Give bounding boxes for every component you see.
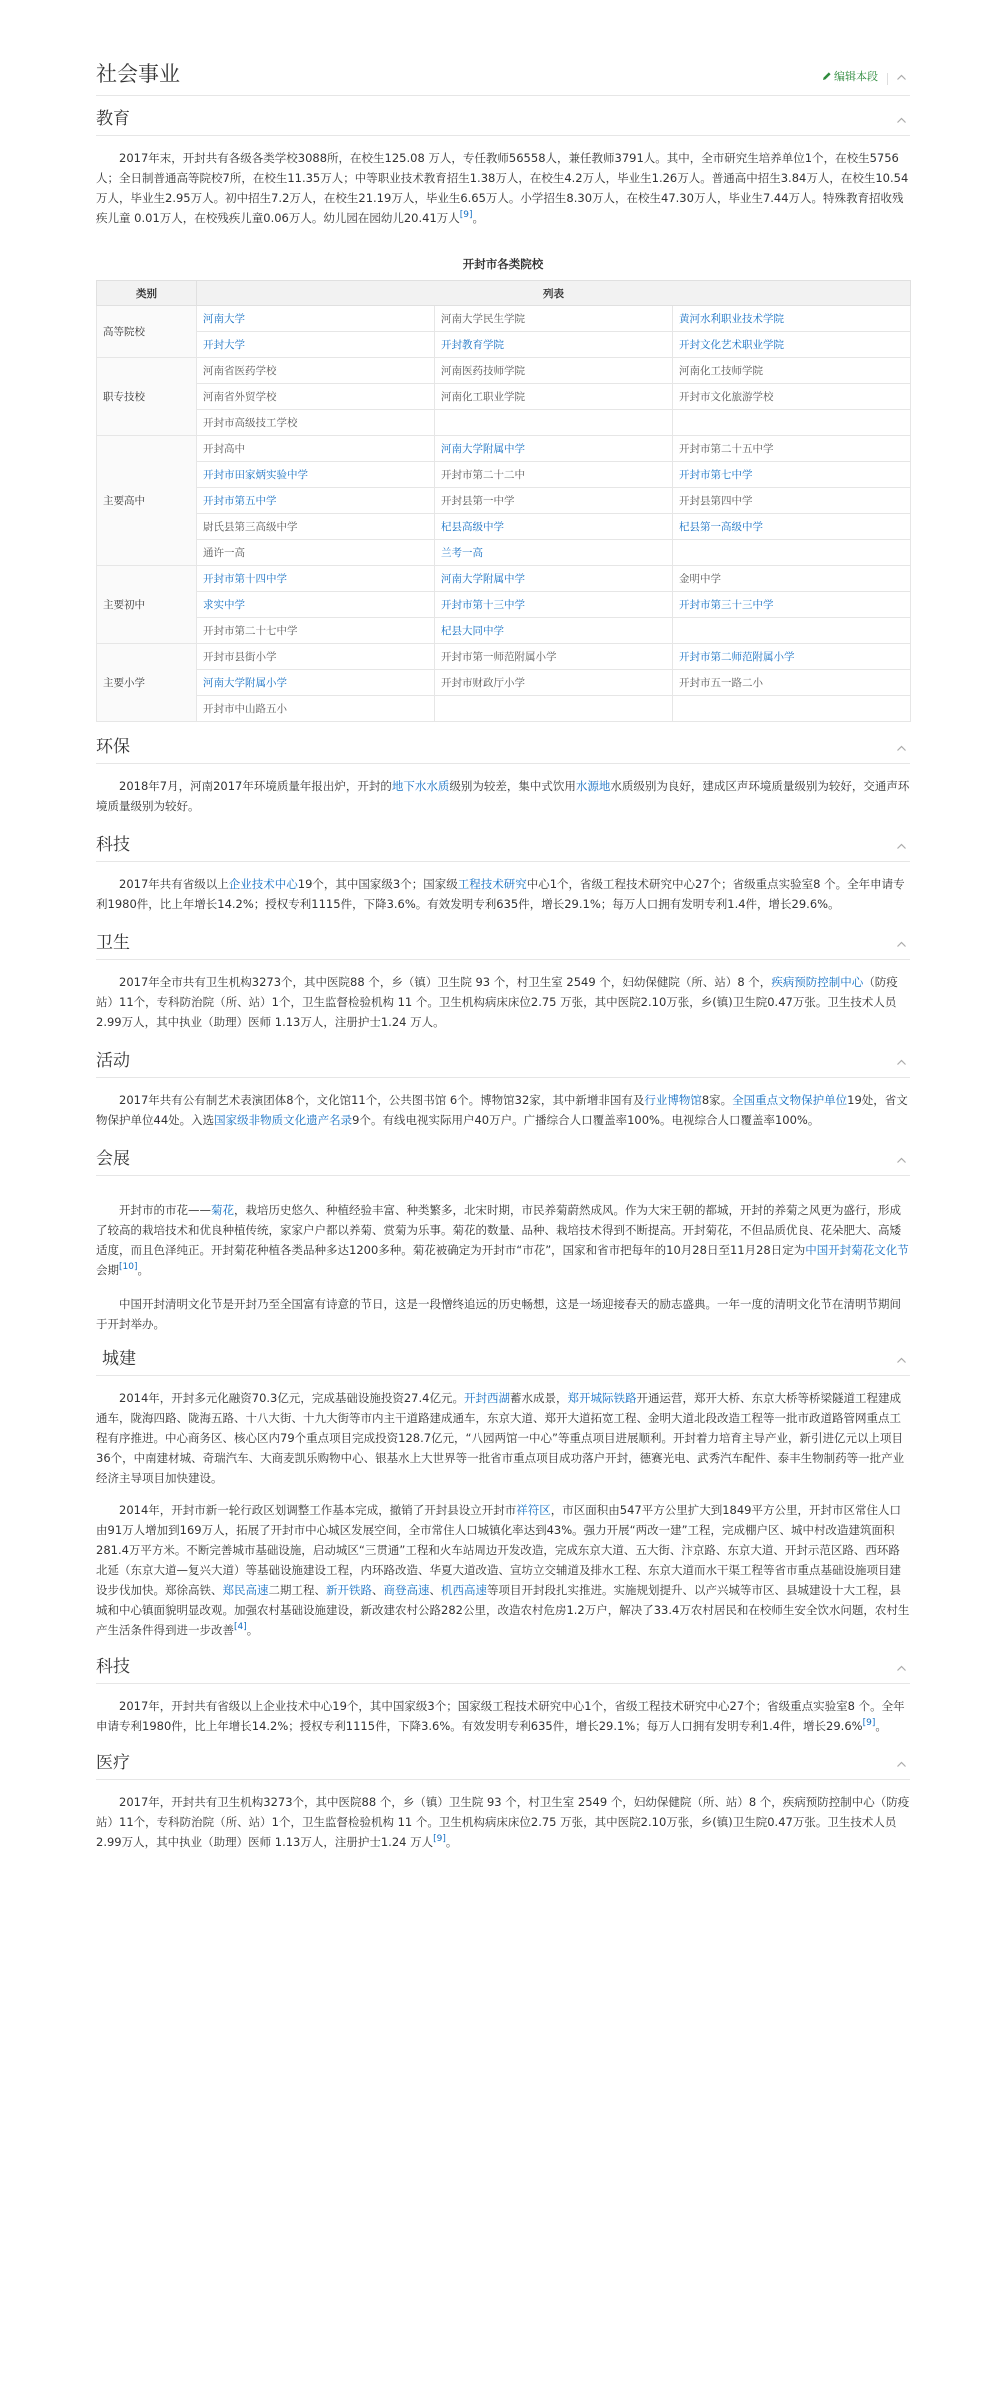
school-name: 开封市第二十五中学 bbox=[673, 436, 911, 462]
section-header-env bbox=[96, 730, 910, 764]
school-name bbox=[673, 618, 911, 644]
section-title-medical: 医疗 bbox=[96, 1753, 130, 1773]
school-name bbox=[673, 540, 911, 566]
table-row bbox=[97, 514, 911, 540]
medical-paragraph bbox=[96, 1792, 910, 1852]
chevron-up-icon[interactable] bbox=[897, 744, 906, 753]
school-link[interactable]: 开封市田家炳实验中学 bbox=[197, 462, 435, 488]
school-link[interactable]: 河南大学附属中学 bbox=[435, 436, 673, 462]
school-name: 开封市高级技工学校 bbox=[197, 410, 435, 436]
school-name: 开封县第四中学 bbox=[673, 488, 911, 514]
section-header-main bbox=[96, 52, 910, 96]
text: 水质级别为良好，建成区声环境质量级别为较好，交通声环境质量级别为较好。 bbox=[96, 779, 910, 813]
table-row bbox=[97, 488, 911, 514]
table-row bbox=[97, 696, 911, 722]
city-paragraph-2 bbox=[96, 1500, 910, 1640]
table-row bbox=[97, 462, 911, 488]
city-paragraph-1 bbox=[96, 1388, 910, 1488]
text: 2017年，开封共有省级以上企业技术中心19个，其中国家级3个；国家级工程技术研究中心1个，省级工程技术研究中心27个；省级重点实验室8 个。全年申请专利1980件，比上年增长14.2%；授权专利1115件，下降3.6%。有效发明专利635件，增长29.1%；每万人口拥有发明专利1.4件，增长29.6% bbox=[96, 1699, 905, 1733]
table-row bbox=[97, 332, 911, 358]
text: 、 bbox=[372, 1583, 384, 1597]
reference-link[interactable]: [9] bbox=[862, 1718, 876, 1729]
link-kaifeng-west-lake[interactable]: 开封西湖 bbox=[463, 1391, 510, 1405]
env-paragraph bbox=[96, 776, 910, 816]
link-engineering-research[interactable]: 工程技术研究 bbox=[457, 877, 527, 891]
section-rule bbox=[96, 959, 910, 960]
chevron-up-icon[interactable] bbox=[897, 1664, 906, 1673]
table-row bbox=[97, 566, 911, 592]
text: 9个。有线电视实际用户40万户。广播综合人口覆盖率100%。电视综合人口覆盖率100%。 bbox=[352, 1113, 820, 1127]
section-header-medical bbox=[96, 1746, 910, 1780]
text: 。 bbox=[445, 1835, 458, 1849]
section-title-tech-2: 科技 bbox=[96, 1657, 130, 1677]
section-header-education bbox=[96, 102, 910, 136]
section-title-env: 环保 bbox=[96, 737, 130, 757]
reference-link[interactable]: [9] bbox=[459, 210, 473, 221]
section-header-tech-2 bbox=[96, 1650, 910, 1684]
text: ，市区面积由547平方公里扩大到1849平方公里，开封市区常住人口由91万人增加到169万人，拓展了开封市中心城区发展空间，全市常住人口城镇化率达到43%。强力开展“两改一建”工程，完成棚户区、城中村改造建筑面积281.4万平方米。不断完善城市基础设施，启动城区“三贯通”工程和火车站周边开发改造，完成东京大道、五大街、汴京路、东京大道、开封示范区路、西环路北延（东京大道—复兴大道）等基础设施建设工程，内环路改造、华夏大道改造、宣坊立交辅道及排水工程、东京大道而水干渠工程等省市重点基础设施项目建设步伐加快。郑徐高铁、 bbox=[96, 1503, 901, 1597]
health-paragraph bbox=[96, 972, 910, 1032]
school-name: 河南省外贸学校 bbox=[197, 384, 435, 410]
section-title-expo: 会展 bbox=[96, 1149, 130, 1169]
text: 2017年共有公有制艺术表演团体8个，文化馆11个，公共图书馆 6个。博物馆32家，其中新增非国有及 bbox=[119, 1093, 645, 1107]
header-divider bbox=[887, 73, 888, 85]
link-zhengkai-intercity-rail[interactable]: 郑开城际铁路 bbox=[567, 1391, 637, 1405]
section-title-health: 卫生 bbox=[96, 933, 130, 953]
page-title: 社会事业 bbox=[96, 62, 180, 86]
school-link[interactable]: 开封大学 bbox=[197, 332, 435, 358]
school-name: 河南化工职业学院 bbox=[435, 384, 673, 410]
section-rule bbox=[96, 135, 910, 136]
table-row bbox=[97, 384, 911, 410]
section-rule bbox=[96, 1779, 910, 1780]
school-name: 开封市第二十七中学 bbox=[197, 618, 435, 644]
text: 19个，其中国家级3个；国家级 bbox=[297, 877, 458, 891]
text: 。 bbox=[875, 1719, 887, 1733]
school-name: 开封县第一中学 bbox=[435, 488, 673, 514]
text: 2014年，开封多元化融资70.3亿元，完成基础设施投资27.4亿元。 bbox=[119, 1391, 464, 1405]
schools-table bbox=[96, 280, 911, 722]
chevron-up-icon[interactable] bbox=[897, 73, 906, 82]
school-link[interactable]: 兰考一高 bbox=[435, 540, 673, 566]
school-name: 河南医药技师学院 bbox=[435, 358, 673, 384]
school-link[interactable]: 杞县高级中学 bbox=[435, 514, 673, 540]
text: 会期 bbox=[96, 1263, 119, 1277]
activity-paragraph bbox=[96, 1090, 910, 1130]
table-header-category: 类别 bbox=[97, 281, 197, 306]
table-category-cell: 职专技校 bbox=[97, 358, 197, 436]
link-xinkai-railway[interactable]: 新开铁路 bbox=[326, 1583, 372, 1597]
section-title-city: 城建 bbox=[102, 1349, 136, 1369]
table-row bbox=[97, 592, 911, 618]
school-name: 河南省医药学校 bbox=[197, 358, 435, 384]
table-category-cell: 主要初中 bbox=[97, 566, 197, 644]
section-rule bbox=[96, 1375, 910, 1376]
education-paragraph bbox=[96, 148, 910, 228]
school-link[interactable]: 杞县第一高级中学 bbox=[673, 514, 911, 540]
text: 2017年末，开封共有各级各类学校3088所，在校生125.08 万人，专任教师56558人，兼任教师3791人。其中，全市研究生培养单位1个，在校生5756人；全日制普通高等院校7所，在校生11.35万人；中等职业技术教育招生1.38万人，在校生4.2万人，毕业生1.26万人。普通高中招生3.84万人，在校生10.54万人，毕业生2.95万人。初中招生7.2万人，在校生21.19万人，毕业生6.65万人。小学招生8.30万人，在校生47.30万人，毕业生7.44万人。特殊教育招收残疾儿童 0.01万人，在校残疾儿童0.06万人。幼儿园在园幼儿20.41万人 bbox=[96, 151, 909, 225]
school-link[interactable]: 河南大学附属小学 bbox=[197, 670, 435, 696]
school-name: 开封市中山路五小 bbox=[197, 696, 435, 722]
chevron-up-icon[interactable] bbox=[897, 1058, 906, 1067]
table-row bbox=[97, 436, 911, 462]
text: 。 bbox=[246, 1623, 259, 1637]
link-water-source[interactable]: 水源地 bbox=[575, 779, 611, 793]
link-zhengmin-expressway[interactable]: 郑民高速 bbox=[222, 1583, 269, 1597]
school-name: 开封市五一路二小 bbox=[673, 670, 911, 696]
chevron-up-icon[interactable] bbox=[897, 1356, 906, 1365]
link-xiangfu-district[interactable]: 祥符区 bbox=[516, 1503, 551, 1517]
link-jixi-expressway[interactable]: 机西高速 bbox=[441, 1583, 487, 1597]
school-name: 尉氏县第三高级中学 bbox=[197, 514, 435, 540]
chevron-up-icon[interactable] bbox=[897, 1760, 906, 1769]
school-name bbox=[673, 696, 911, 722]
school-link[interactable]: 开封教育学院 bbox=[435, 332, 673, 358]
school-link[interactable]: 开封文化艺术职业学院 bbox=[673, 332, 911, 358]
table-caption: 开封市各类院校 bbox=[462, 257, 544, 271]
school-name bbox=[673, 410, 911, 436]
school-link[interactable]: 黄河水利职业技术学院 bbox=[673, 306, 911, 332]
tech-2-paragraph bbox=[96, 1696, 910, 1736]
table-row bbox=[97, 618, 911, 644]
edit-section-button[interactable] bbox=[822, 70, 878, 84]
text: 。 bbox=[137, 1263, 149, 1277]
text: 蓄水成景， bbox=[509, 1391, 568, 1405]
link-shangdeng-expressway[interactable]: 商登高速 bbox=[383, 1583, 430, 1597]
link-national-heritage-sites[interactable]: 全国重点文物保护单位 bbox=[732, 1093, 848, 1107]
content-column bbox=[96, 52, 910, 1852]
text: 中心1个，省级工程技术研究中心27个；省级重点实验室8 个。全年申请专利1980件，比上年增长14.2%；授权专利1115件，下降3.6%。有效发明专利635件，增长29.1%；每万人口拥有发明专利1.4件，增长29.6%。 bbox=[96, 877, 905, 911]
section-title-tech: 科技 bbox=[96, 835, 130, 855]
school-link[interactable]: 河南大学附属中学 bbox=[435, 566, 673, 592]
text: 2018年7月，河南2017年环境质量年报出炉，开封的 bbox=[119, 779, 392, 793]
school-name bbox=[435, 410, 673, 436]
section-rule bbox=[96, 1077, 910, 1078]
table-category-cell: 主要小学 bbox=[97, 644, 197, 722]
header-rule bbox=[96, 95, 910, 96]
school-link[interactable]: 开封市第二师范附属小学 bbox=[673, 644, 911, 670]
school-link[interactable]: 杞县大同中学 bbox=[435, 618, 673, 644]
link-enterprise-tech-center[interactable]: 企业技术中心 bbox=[228, 877, 298, 891]
section-title-education: 教育 bbox=[96, 109, 130, 129]
school-link[interactable]: 河南大学 bbox=[197, 306, 435, 332]
school-name: 开封市第一师范附属小学 bbox=[435, 644, 673, 670]
link-cdc[interactable]: 疾病预防控制中心 bbox=[771, 975, 864, 989]
table-row bbox=[97, 540, 911, 566]
section-header-city bbox=[96, 1342, 910, 1376]
chevron-up-icon[interactable] bbox=[897, 116, 906, 125]
pencil-icon bbox=[822, 71, 832, 81]
school-name: 开封市第二十二中 bbox=[435, 462, 673, 488]
text: 、 bbox=[429, 1583, 441, 1597]
text: 二期工程、 bbox=[268, 1583, 326, 1597]
link-groundwater[interactable]: 地下水水质 bbox=[391, 779, 450, 793]
school-name: 金明中学 bbox=[673, 566, 911, 592]
school-link[interactable]: 开封市第五中学 bbox=[197, 488, 435, 514]
reference-link[interactable]: [10] bbox=[119, 1262, 138, 1273]
table-row bbox=[97, 410, 911, 436]
text: 开通运营，郑开大桥、东京大桥等桥梁隧道工程建成通车，陇海四路、陇海五路、十八大街、十九大街等市内主干道路建成通车，东京大道、郑开大道拓宽工程、金明大道北段改造工程等一批市政道路管网重点工程有序推进。中心商务区、核心区内79个重点项目完成投资128.7亿元，“八园两馆一中心”等重点项目进展顺利。开封着力培育主导产业，新引进亿元以上项目36个，中南建材城、奇瑞汽车、大商麦凯乐购物中心、银基水上大世界等一批省市重点项目成功落户开封，德赛光电、武秀汽车配件、泰丰生物制药等一批产业经济主导项目加快建设。 bbox=[96, 1391, 905, 1485]
reference-link[interactable]: [9] bbox=[433, 1834, 446, 1845]
table-row bbox=[97, 358, 911, 384]
text: 开封市的市花—— bbox=[119, 1203, 211, 1217]
link-chrysanthemum[interactable]: 菊花 bbox=[211, 1203, 234, 1217]
school-link[interactable]: 开封市第七中学 bbox=[673, 462, 911, 488]
section-header-expo bbox=[96, 1142, 910, 1176]
school-name: 开封市文化旅游学校 bbox=[673, 384, 911, 410]
table-row bbox=[97, 670, 911, 696]
section-rule bbox=[96, 861, 910, 862]
tech-paragraph bbox=[96, 874, 910, 914]
text: 级别为较差，集中式饮用 bbox=[449, 779, 576, 793]
section-rule bbox=[96, 1683, 910, 1684]
text: （防疫站）11个，专科防治院（所、站）1个，卫生监督检验机构 11 个。卫生机构病床床位2.75 万张，其中医院2.10万张，乡(镇)卫生院0.47万张。卫生技术人员2.99万人，其中执业（助理）医师 1.13万人，注册护士1.24 万人。 bbox=[96, 975, 898, 1029]
chevron-up-icon[interactable] bbox=[897, 842, 906, 851]
link-intangible-heritage[interactable]: 国家级非物质文化遗产名录 bbox=[214, 1113, 353, 1127]
text: 8家。 bbox=[701, 1093, 733, 1107]
school-name: 河南大学民生学院 bbox=[435, 306, 673, 332]
school-name: 开封市县街小学 bbox=[197, 644, 435, 670]
school-link[interactable]: 开封市第三十三中学 bbox=[673, 592, 911, 618]
table-category-cell: 主要高中 bbox=[97, 436, 197, 566]
reference-link[interactable]: [4] bbox=[234, 1622, 247, 1633]
table-category-cell: 高等院校 bbox=[97, 306, 197, 358]
text: 2014年，开封市新一轮行政区划调整工作基本完成，撤销了开封县设立开封市 bbox=[119, 1503, 517, 1517]
link-chrysanthemum-festival[interactable]: 中国开封菊花文化节 bbox=[805, 1243, 909, 1257]
text: 2017年全市共有卫生机构3273个，其中医院88 个，乡（镇）卫生院 93 个，村卫生室 2549 个，妇幼保健院（所、站）8 个， bbox=[119, 975, 772, 989]
text: 2017年共有省级以上 bbox=[119, 877, 229, 891]
link-industry-museum[interactable]: 行业博物馆 bbox=[644, 1093, 702, 1107]
text: ，栽培历史悠久、种植经验丰富、种类繁多，北宋时期，市民养菊蔚然成风。作为大宋王朝的都城，开封的养菊之风更为盛行，形成了较高的栽培技术和优良种植传统，家家户户都以养菊、赏菊为乐事。菊花的数量、品种、栽培技术得到不断提高。开封菊花，不但品质优良、花朵肥大、高矮适度，而且色泽纯正。开封菊花种植各类品种多达1200多种。菊花被确定为开封市“市花”，国家和省市把每年的10月28日至11月28日定为 bbox=[96, 1203, 901, 1257]
section-header-health bbox=[96, 926, 910, 960]
expo-paragraph-1 bbox=[96, 1200, 910, 1280]
text: 2017年，开封共有卫生机构3273个，其中医院88 个，乡（镇）卫生院 93 个，村卫生室 2549 个，妇幼保健院（所、站）8 个，疾病预防控制中心（防疫站）11个，专科防治院（所、站）1个，卫生监督检验机构 11 个。卫生机构病床床位2.75 万张，其中医院2.10万张，乡(镇)卫生院0.47万张。卫生技术人员2.99万人，其中执业（助理）医师 1.13万人，注册护士1.24 万人 bbox=[96, 1795, 910, 1849]
table-row bbox=[97, 644, 911, 670]
school-name bbox=[435, 696, 673, 722]
table-header-list: 列表 bbox=[197, 281, 911, 306]
text: 19处，省文物保护单位44处。入选 bbox=[96, 1093, 908, 1127]
school-link[interactable]: 开封市第十四中学 bbox=[197, 566, 435, 592]
section-rule bbox=[96, 763, 910, 764]
table-row bbox=[97, 306, 911, 332]
expo-paragraph-2: 中国开封清明文化节是开封乃至全国富有诗意的节日，这是一段憎终追远的历史畅想，这是一场迎接春天的励志盛典。一年一度的清明文化节在清明节期间于开封举办。 bbox=[96, 1297, 901, 1331]
section-header-activity bbox=[96, 1044, 910, 1078]
section-header-tech bbox=[96, 828, 910, 862]
school-name: 开封市财政厅小学 bbox=[435, 670, 673, 696]
section-rule bbox=[96, 1175, 910, 1176]
school-name: 河南化工技师学院 bbox=[673, 358, 911, 384]
edit-section-label: 编辑本段 bbox=[834, 70, 878, 83]
section-title-activity: 活动 bbox=[96, 1051, 130, 1071]
school-name: 开封高中 bbox=[197, 436, 435, 462]
text: 。 bbox=[472, 211, 485, 225]
chevron-up-icon[interactable] bbox=[897, 1156, 906, 1165]
school-name: 通许一高 bbox=[197, 540, 435, 566]
school-link[interactable]: 开封市第十三中学 bbox=[435, 592, 673, 618]
text: 等项目开封段扎实推进。实施规划提升、以产兴城等市区、县城建设十大工程，县城和中心镇面貌明显改观。加强农村基础设施建设，新改建农村公路282公里，改造农村危房1.2万户，解决了33.4万农村居民和在校师生安全饮水问题，农村生产生活条件得到进一步改善 bbox=[96, 1583, 910, 1637]
school-link[interactable]: 求实中学 bbox=[197, 592, 435, 618]
chevron-up-icon[interactable] bbox=[897, 940, 906, 949]
